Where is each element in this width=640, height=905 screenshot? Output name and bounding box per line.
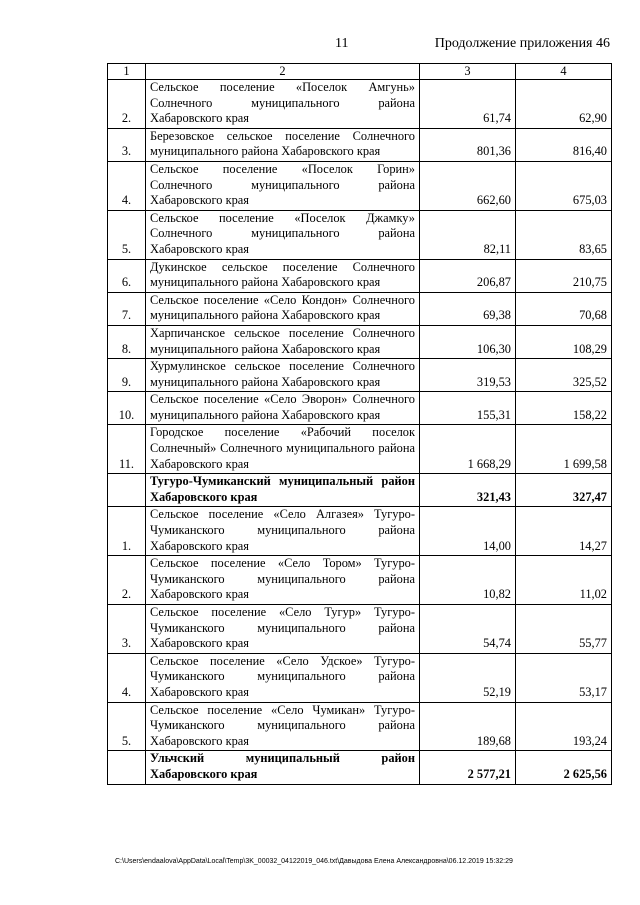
- row-index-cell: 7.: [108, 292, 146, 325]
- value-col3-cell: 155,31: [420, 392, 516, 425]
- row-index-cell: 10.: [108, 392, 146, 425]
- column-header: 1: [108, 64, 146, 80]
- row-index-cell: 3.: [108, 605, 146, 654]
- settlement-name-cell: Сельское поселение «Село Удское» Тугуро-Чумиканского муниципального района Хабаровского края: [146, 653, 420, 702]
- table-row: [108, 474, 612, 507]
- settlement-name-cell: Сельское поселение «Село Кондон» Солнечного муниципального района Хабаровского края: [146, 292, 420, 325]
- value-col4-cell: 816,40: [516, 128, 612, 161]
- value-col4-cell: 675,03: [516, 161, 612, 210]
- settlement-name-cell: Сельское поселение «Поселок Амгунь» Солнечного муниципального района Хабаровского края: [146, 80, 420, 129]
- row-index-cell: 2.: [108, 556, 146, 605]
- row-index-cell: [108, 751, 146, 784]
- file-path-footer: C:\Users\endaalova\AppData\Local\Temp\3K_00032_04122019_046.txt\Давыдова Елена Александровна\06.12.2019 15:32:29: [115, 858, 513, 865]
- appendix-table: [107, 63, 612, 785]
- row-index-cell: 2.: [108, 80, 146, 129]
- row-index-cell: 9.: [108, 359, 146, 392]
- value-col4-cell: 210,75: [516, 259, 612, 292]
- value-col3-cell: 54,74: [420, 605, 516, 654]
- settlement-name-cell: Хурмулинское сельское поселение Солнечного муниципального района Хабаровского края: [146, 359, 420, 392]
- table-row: [108, 425, 612, 474]
- value-col4-cell: 2 625,56: [516, 751, 612, 784]
- table-row: [108, 292, 612, 325]
- table-row: [108, 259, 612, 292]
- table-row: [108, 653, 612, 702]
- value-col4-cell: 325,52: [516, 359, 612, 392]
- value-col3-cell: 801,36: [420, 128, 516, 161]
- row-index-cell: 3.: [108, 128, 146, 161]
- value-col4-cell: 108,29: [516, 325, 612, 358]
- value-col3-cell: 82,11: [420, 210, 516, 259]
- settlement-name-cell: Сельское поселение «Село Тором» Тугуро-Чумиканского муниципального района Хабаровского края: [146, 556, 420, 605]
- value-col4-cell: 1 699,58: [516, 425, 612, 474]
- value-col3-cell: 321,43: [420, 474, 516, 507]
- settlement-name-cell: Сельское поселение «Село Эворон» Солнечного муниципального района Хабаровского края: [146, 392, 420, 425]
- column-header: 4: [516, 64, 612, 80]
- value-col4-cell: 158,22: [516, 392, 612, 425]
- table-row: [108, 359, 612, 392]
- row-index-cell: 5.: [108, 210, 146, 259]
- settlement-name-cell: Тугуро-Чумиканский муниципальный район Хабаровского края: [146, 474, 420, 507]
- value-col3-cell: 662,60: [420, 161, 516, 210]
- table-row: [108, 128, 612, 161]
- value-col3-cell: 69,38: [420, 292, 516, 325]
- table-row: [108, 80, 612, 129]
- row-index-cell: 5.: [108, 702, 146, 751]
- settlement-name-cell: Березовское сельское поселение Солнечного муниципального района Хабаровского края: [146, 128, 420, 161]
- value-col4-cell: 70,68: [516, 292, 612, 325]
- settlement-name-cell: Сельское поселение «Поселок Горин» Солнечного муниципального района Хабаровского края: [146, 161, 420, 210]
- value-col4-cell: 327,47: [516, 474, 612, 507]
- continuation-label: Продолжение приложения 46: [434, 36, 610, 51]
- row-index-cell: [108, 474, 146, 507]
- page-number: 11: [335, 36, 349, 51]
- value-col3-cell: 2 577,21: [420, 751, 516, 784]
- row-index-cell: 4.: [108, 161, 146, 210]
- value-col3-cell: 206,87: [420, 259, 516, 292]
- settlement-name-cell: Сельское поселение «Село Тугур» Тугуро-Чумиканского муниципального района Хабаровского края: [146, 605, 420, 654]
- settlement-name-cell: Сельское поселение «Село Чумикан» Тугуро-Чумиканского муниципального района Хабаровского края: [146, 702, 420, 751]
- value-col4-cell: 83,65: [516, 210, 612, 259]
- value-col4-cell: 11,02: [516, 556, 612, 605]
- value-col3-cell: 52,19: [420, 653, 516, 702]
- row-index-cell: 6.: [108, 259, 146, 292]
- settlement-name-cell: Ульчский муниципальный район Хабаровского края: [146, 751, 420, 784]
- column-header: 2: [146, 64, 420, 80]
- value-col3-cell: 189,68: [420, 702, 516, 751]
- settlement-name-cell: Дукинское сельское поселение Солнечного муниципального района Хабаровского края: [146, 259, 420, 292]
- row-index-cell: 11.: [108, 425, 146, 474]
- row-index-cell: 4.: [108, 653, 146, 702]
- column-number-row: [108, 64, 612, 80]
- table-row: [108, 325, 612, 358]
- value-col3-cell: 61,74: [420, 80, 516, 129]
- table-row: [108, 210, 612, 259]
- settlement-name-cell: Сельское поселение «Поселок Джамку» Солнечного муниципального района Хабаровского края: [146, 210, 420, 259]
- value-col3-cell: 1 668,29: [420, 425, 516, 474]
- table-row: [108, 702, 612, 751]
- value-col4-cell: 55,77: [516, 605, 612, 654]
- table-row: [108, 556, 612, 605]
- value-col4-cell: 193,24: [516, 702, 612, 751]
- value-col3-cell: 319,53: [420, 359, 516, 392]
- row-index-cell: 1.: [108, 507, 146, 556]
- value-col4-cell: 53,17: [516, 653, 612, 702]
- row-index-cell: 8.: [108, 325, 146, 358]
- settlement-name-cell: Харпичанское сельское поселение Солнечного муниципального района Хабаровского края: [146, 325, 420, 358]
- value-col4-cell: 62,90: [516, 80, 612, 129]
- value-col3-cell: 10,82: [420, 556, 516, 605]
- value-col4-cell: 14,27: [516, 507, 612, 556]
- table-row: [108, 507, 612, 556]
- table-row: [108, 392, 612, 425]
- value-col3-cell: 106,30: [420, 325, 516, 358]
- table-row: [108, 605, 612, 654]
- table-row: [108, 161, 612, 210]
- table-row: [108, 751, 612, 784]
- settlement-name-cell: Городское поселение «Рабочий поселок Солнечный» Солнечного муниципального района Хабаровского края: [146, 425, 420, 474]
- column-header: 3: [420, 64, 516, 80]
- value-col3-cell: 14,00: [420, 507, 516, 556]
- settlement-name-cell: Сельское поселение «Село Алгазея» Тугуро-Чумиканского муниципального района Хабаровского края: [146, 507, 420, 556]
